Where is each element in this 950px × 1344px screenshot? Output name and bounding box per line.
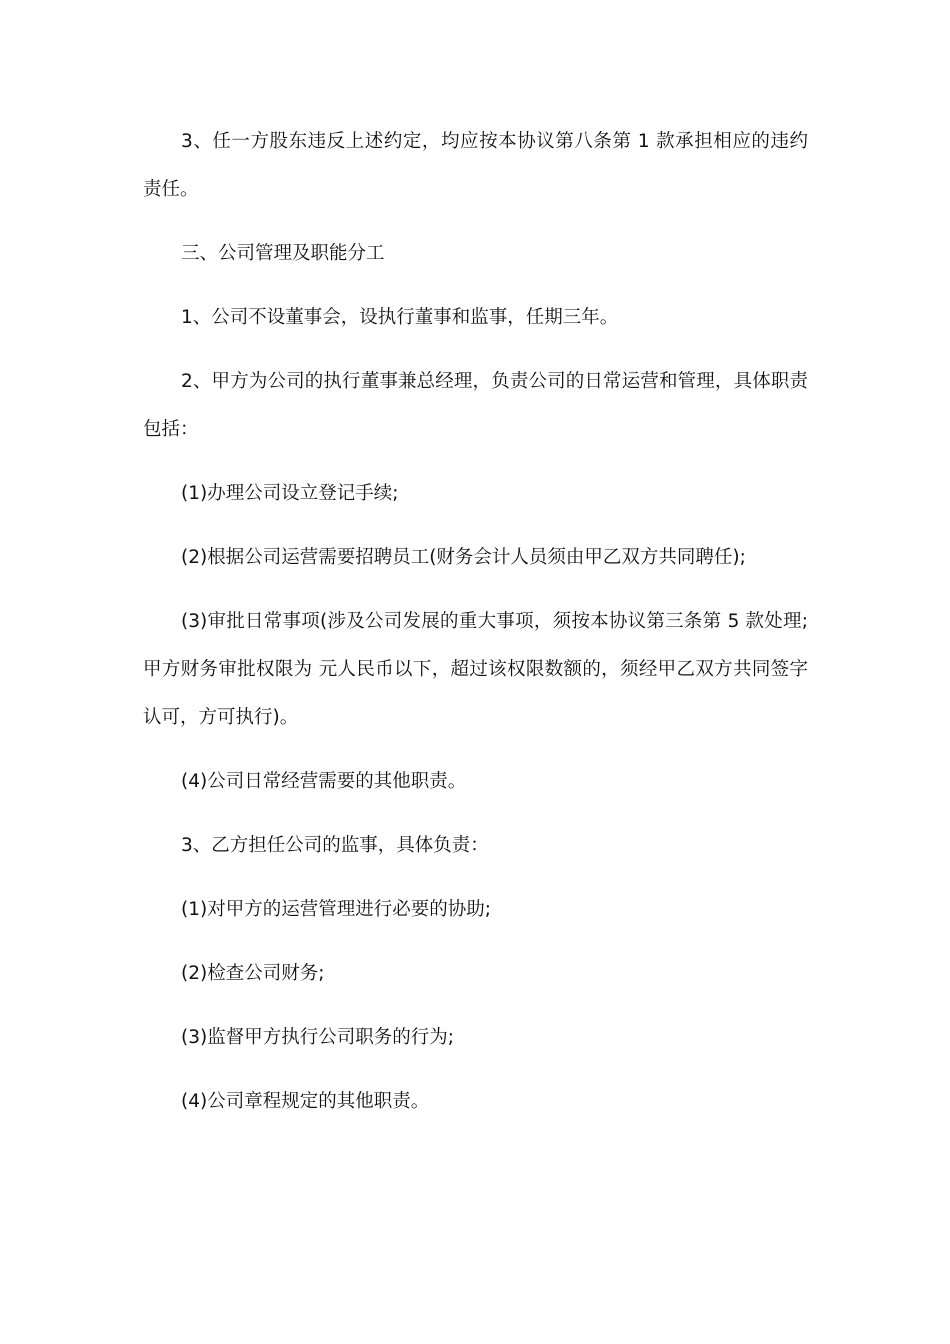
list-item: (1)办理公司设立登记手续;: [181, 483, 399, 504]
paragraph-party-b-duties: 3、乙方担任公司的监事，具体负责：: [181, 835, 489, 856]
list-item: (3)审批日常事项(涉及公司发展的重大事项，须按本协议第三条第 5 款处理;甲方财务审批权限为 元人民币以下，超过该权限数额的，须经甲乙双方共同签字认可，方可执行)。: [143, 611, 808, 728]
section-heading-management: 三、公司管理及职能分工: [181, 243, 385, 264]
list-item: (2)根据公司运营需要招聘员工(财务会计人员须由甲乙双方共同聘任);: [181, 547, 746, 568]
paragraph-breach-liability: 3、任一方股东违反上述约定，均应按本协议第八条第 1 款承担相应的违约责任。: [143, 131, 808, 200]
list-item: (3)监督甲方执行公司职务的行为;: [181, 1027, 454, 1048]
paragraph-party-a-duties: 2、甲方为公司的执行董事兼总经理，负责公司的日常运营和管理，具体职责包括：: [143, 371, 808, 440]
paragraph-no-board: 1、公司不设董事会，设执行董事和监事，任期三年。: [181, 307, 619, 328]
document-body: [143, 118, 808, 1142]
list-item: (1)对甲方的运营管理进行必要的协助;: [181, 899, 491, 920]
list-item: (4)公司章程规定的其他职责。: [181, 1091, 430, 1112]
list-item: (2)检查公司财务;: [181, 963, 325, 984]
list-item: (4)公司日常经营需要的其他职责。: [181, 771, 467, 792]
